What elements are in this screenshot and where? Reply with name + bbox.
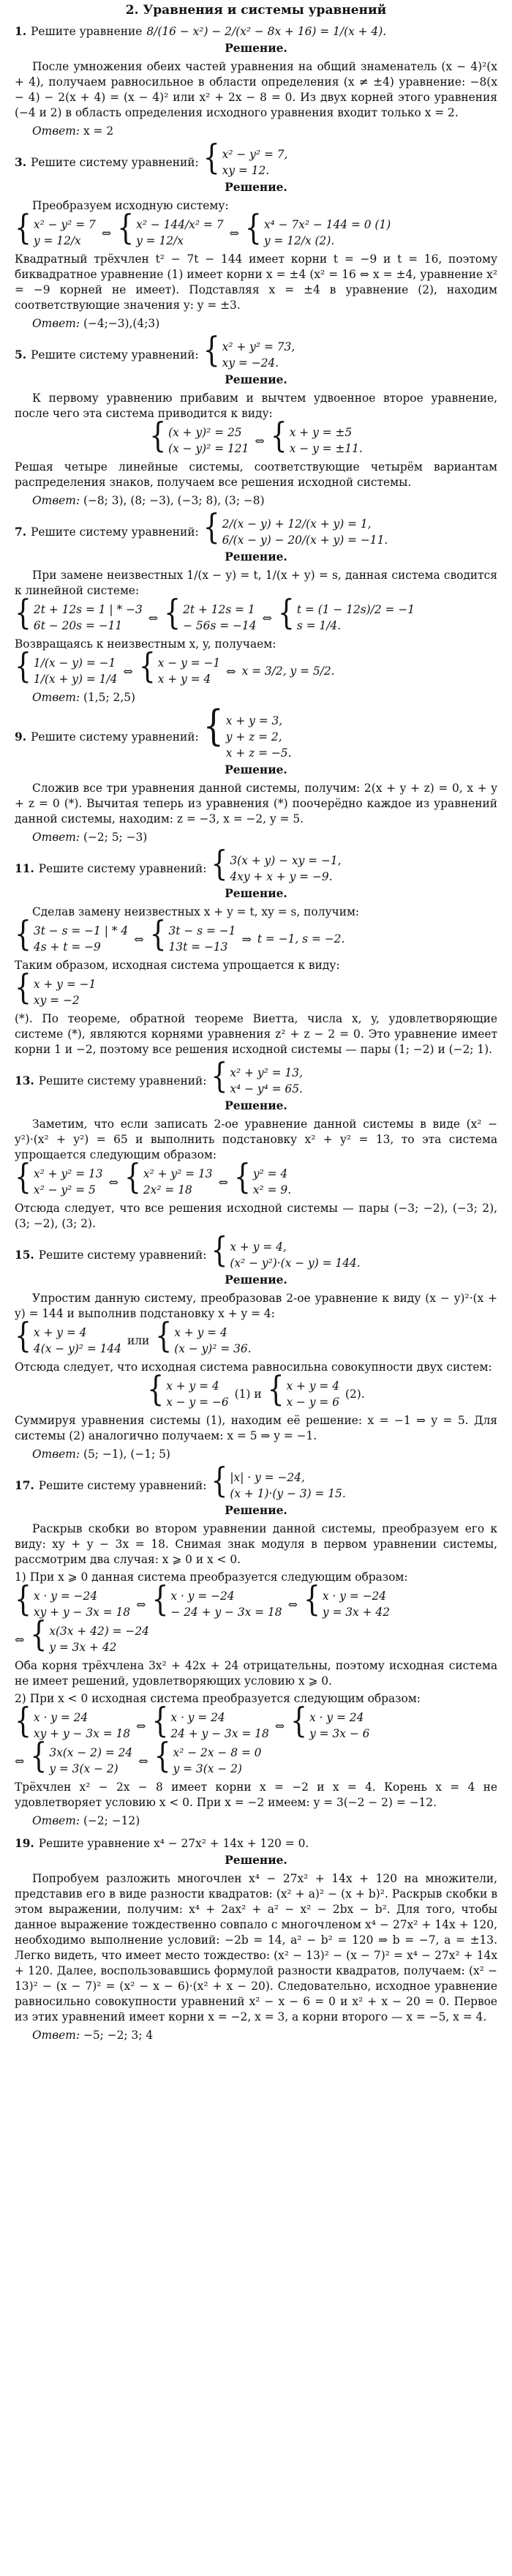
system-line: y = 12/x (2). (263, 234, 335, 247)
system-line: 1/(x + y) = 1/4 (33, 673, 118, 686)
problem-text: Решите систему уравнений: (38, 1478, 207, 1492)
system-line: x · y = −24 (33, 1590, 98, 1603)
problem-3 (15, 138, 497, 332)
solution-heading: Решение. (225, 550, 287, 564)
solution-text: Решая четыре линейные системы, соответствующие четырём вариантам распределения знаков, получаем все решения исходной системы. (15, 460, 497, 489)
equation-system (211, 845, 342, 885)
brace-icon: { (15, 1701, 31, 1741)
problem-statement (15, 331, 497, 371)
problem-number: 9. (15, 730, 27, 744)
equation-system (290, 1701, 370, 1742)
solution-text: Отсюда следует, что все решения исходной системы — пары (−3; −2), (−3; 2), (3; −2), (3; 2). (15, 1202, 497, 1230)
system-line: x · y = 24 (170, 1711, 225, 1724)
equivalence-icon: ⇔ (123, 664, 133, 678)
case-heading: 2) При x < 0 исходная система преобразуется следующим образом: (15, 1692, 421, 1705)
transform-chain (15, 1737, 497, 1777)
equivalence-icon: ⇔ (138, 1753, 148, 1768)
problem-number: 7. (15, 525, 27, 539)
system-line: xy + y − 3x = 18 (33, 1606, 131, 1619)
system-line: 3x(x − 2) = 24 (49, 1746, 133, 1759)
transform-chain (15, 1370, 497, 1410)
problem-5 (15, 331, 497, 509)
equation-system (15, 1158, 103, 1198)
answer-value: (5; −1), (−1; 5) (83, 1448, 170, 1461)
system-line: x · y = −24 (322, 1590, 387, 1603)
brace-icon: { (233, 1158, 251, 1197)
brace-icon: { (244, 209, 262, 248)
problem-statement (15, 24, 497, 40)
brace-icon: { (15, 968, 31, 1008)
answer (32, 1447, 497, 1462)
problem-15 (15, 1231, 497, 1462)
transform-chain (15, 647, 497, 687)
system-line: x − y = 6 (286, 1396, 340, 1409)
solution-heading: Решение. (225, 181, 287, 194)
equation-system (124, 1158, 213, 1198)
system-line: (x − y)² = 36. (174, 1342, 252, 1355)
transform-chain (15, 915, 497, 955)
answer-label: Ответ: (32, 2029, 80, 2042)
brace-icon: { (149, 416, 167, 456)
answer-value: −5; −2; 3; 4 (83, 2029, 154, 2042)
result-line: x = 3/2, y = 5/2. (241, 664, 335, 678)
problem-text: Решите уравнение (31, 25, 143, 38)
brace-icon: { (290, 1701, 308, 1741)
equation-system (149, 915, 236, 955)
implies-icon: ⇒ (241, 932, 252, 946)
brace-icon: { (154, 1737, 171, 1776)
equation-system (203, 701, 292, 761)
equivalence-icon: ⇔ (136, 1597, 146, 1611)
system-line: 3t − s = −1 | * 4 (33, 924, 129, 937)
problem-number: 1. (15, 25, 27, 38)
system-line: x + y = 4 (286, 1379, 340, 1393)
equation-system (203, 508, 388, 548)
equation-system (155, 1317, 252, 1357)
brace-icon: { (149, 915, 167, 954)
solution-heading: Решение. (225, 42, 287, 55)
brace-icon: { (30, 1615, 48, 1655)
problem-11 (15, 845, 497, 1057)
transform-chain (15, 968, 497, 1008)
solution-text: Заметим, что если записать 2-ое уравнение данной системы в виде (x² − y²)·(x² + y²) = 65 и выполнить подстановку x² + y² = 13, то эта система упрощается следующим образом: (15, 1117, 497, 1161)
equation-system (203, 331, 295, 371)
system-line: − 56s = −14 (183, 619, 257, 632)
system-line: x · y = 24 (309, 1711, 364, 1724)
problem-19 (15, 1836, 497, 2043)
brace-icon: { (15, 594, 31, 633)
system-line: xy = 12. (222, 164, 270, 177)
problem-statement (15, 845, 497, 885)
system-line: x − y = −6 (166, 1396, 229, 1409)
equivalence-icon: ⇔ (218, 1175, 228, 1189)
equation-system (30, 1737, 133, 1777)
equivalence-icon: ⇔ (136, 1718, 146, 1733)
solution-heading: Решение. (225, 373, 287, 386)
brace-icon: { (270, 416, 287, 456)
system-line: x + y = 4 (33, 1326, 87, 1339)
brace-icon: { (303, 1580, 320, 1620)
system-line: y = 12/x (136, 234, 184, 247)
problem-number: 13. (15, 1074, 34, 1087)
equation-system (211, 1231, 361, 1271)
system-line: (x − y)² = 121 (168, 442, 249, 455)
result-line: t = −1, s = −2. (257, 932, 345, 946)
answer-label: Ответ: (32, 1448, 80, 1461)
system-line: x² − y² = 7, (222, 148, 288, 161)
problem-statement (15, 1461, 497, 1502)
problem-7 (15, 508, 497, 705)
system-line: x + y = 4 (174, 1326, 227, 1339)
system-line: x² + y² = 13 (143, 1167, 213, 1180)
system-line: 6/(x − y) − 20/(x + y) = −11. (222, 533, 388, 547)
equation-system (15, 915, 129, 955)
answer (32, 830, 497, 845)
system-tag: (1) и (234, 1387, 262, 1401)
transform-chain (15, 416, 497, 457)
system-line: x · y = 24 (33, 1711, 89, 1724)
equation-system (164, 594, 257, 634)
system-line: x² + y² = 13 (33, 1167, 103, 1180)
brace-icon: { (117, 209, 135, 248)
brace-icon: { (15, 1317, 31, 1356)
system-line: (x + 1)·(y − 3) = 15. (230, 1487, 346, 1500)
system-line: xy = −24. (222, 356, 279, 370)
system-line: 4s + t = −9 (33, 940, 101, 954)
brace-icon: { (211, 1057, 228, 1096)
transform-chain (15, 1580, 497, 1620)
system-line: (x² − y²)·(x − y) = 144. (230, 1257, 361, 1270)
system-line: 6t − 20s = −11 (33, 619, 123, 632)
system-line: 2t + 12s = 1 (183, 603, 255, 616)
equation-system (15, 968, 97, 1008)
equation-system (267, 1370, 340, 1410)
brace-icon: { (203, 701, 224, 751)
solution-text: Сделав замену неизвестных x + y = t, xy = s, получим: (32, 905, 360, 918)
system-line: 1/(x − y) = −1 (33, 656, 116, 670)
solution-heading: Решение. (225, 887, 287, 900)
brace-icon: { (15, 1158, 31, 1197)
system-line: 13t = −13 (168, 940, 228, 954)
brace-icon: { (151, 1701, 169, 1741)
brace-icon: { (211, 1461, 228, 1501)
equivalence-icon: ⇔ (101, 225, 112, 240)
system-line: |x| · y = −24, (230, 1471, 305, 1484)
equation-system (154, 1737, 262, 1777)
system-line: (x + y)² = 25 (168, 426, 242, 439)
solution-heading: Решение. (225, 1273, 287, 1287)
section-title: 2. Уравнения и системы уравнений (125, 3, 387, 18)
answer-label: Ответ: (32, 124, 80, 138)
equation-system (117, 209, 224, 249)
system-line: x + y = 3, (225, 714, 283, 727)
equation-system (149, 416, 249, 457)
equation-system (15, 209, 96, 249)
system-line: − 24 + y − 3x = 18 (170, 1606, 282, 1619)
solution-text: (*). По теореме, обратной теореме Виетта, числа x, y, удовлетворяющие системе (*), являются корнями уравнения z² + z − 2 = 0. Это уравнение имеет корни 1 и −2, поэтому все решения исходной системы — пары (1; −2) и (−2; 1). (15, 1012, 497, 1056)
system-line: x + z = −5. (225, 746, 292, 760)
system-line: x² = 9. (252, 1183, 292, 1197)
solution-text: После умножения обеих частей уравнения на общий знаменатель (x − 4)²(x + 4), получаем равносильное в области определения (x ≠ ±4) уравнение: −8(x − 4) − 2(x + 4) = (x − 4)² или x² + 2x − 8 = 0. Из двух корней этого уравнения (−4 и 2) в область определения исходного уравнения входит только x = 2. (15, 60, 497, 119)
system-line: y = 3x + 42 (49, 1641, 117, 1654)
problem-text: Решите систему уравнений: (38, 861, 207, 875)
document-page (15, 0, 497, 2043)
answer (32, 2028, 497, 2043)
brace-icon: { (211, 845, 228, 884)
case-heading: 1) При x ⩾ 0 данная система преобразуется следующим образом: (15, 1570, 408, 1584)
brace-icon: { (277, 594, 295, 633)
equivalence-icon: ⇔ (226, 664, 236, 678)
brace-icon: { (155, 1317, 173, 1356)
brace-icon: { (147, 1370, 165, 1409)
problem-text: Решите систему уравнений: (31, 730, 199, 744)
brace-icon: { (211, 1231, 228, 1270)
system-line: xy = −2 (33, 994, 80, 1007)
equivalence-icon: ⇔ (262, 610, 272, 625)
brace-icon: { (124, 1158, 141, 1197)
solution-text: Трёхчлен x² − 2x − 8 имеет корни x = −2 и x = 4. Корень x = 4 не удовлетворяет условию x < 0. При x = −2 имеем: y = 3(−2 − 2) = −12. (15, 1781, 497, 1809)
answer-label: Ответ: (32, 691, 80, 704)
system-line: 3(x + y) − xy = −1, (230, 854, 342, 867)
answer-label: Ответ: (32, 317, 80, 330)
brace-icon: { (15, 647, 31, 686)
system-line: x + y = 4, (230, 1240, 287, 1254)
equivalence-icon: ⇔ (15, 1753, 25, 1768)
problem-statement (15, 1836, 497, 1852)
system-line: x + y = 4 (166, 1379, 219, 1393)
system-line: x · y = −24 (170, 1590, 235, 1603)
system-line: x⁴ − y⁴ = 65. (230, 1082, 303, 1096)
answer-value: x = 2 (83, 124, 114, 138)
brace-icon: { (151, 1580, 169, 1620)
answer (32, 124, 497, 139)
system-line: 4xy + x + y = −9. (230, 870, 333, 883)
system-line: x² + y² = 13, (230, 1066, 303, 1079)
problem-text: Решите уравнение x⁴ − 27x² + 14x + 120 = 0. (38, 1837, 309, 1850)
system-line: xy + y − 3x = 18 (33, 1727, 131, 1740)
brace-icon: { (15, 209, 31, 248)
problem-number: 19. (15, 1837, 34, 1850)
brace-icon: { (203, 138, 220, 178)
transform-chain (15, 209, 497, 249)
solution-text: При замене неизвестных 1/(x − y) = t, 1/(x + y) = s, данная система сводится к линейной системе: (15, 569, 497, 597)
system-line: x + y = 4 (157, 673, 211, 686)
equation-system (211, 1461, 346, 1502)
problem-9 (15, 701, 497, 845)
problem-equation: 8/(16 − x²) − 2/(x² − 8x + 16) = 1/(x + 4). (146, 25, 387, 38)
solution-text: Квадратный трёхчлен t² − 7t − 144 имеет корни t = −9 и t = 16, поэтому биквадратное уравнение (1) имеет корни x = ±4 (x² = 16 ⇔ x = ±4, уравнение x² = −9 корней не имеет). Подставляя x = ±4 в уравнение (2), находим соответствующие значения y: y = ±3. (15, 252, 497, 312)
answer-label: Ответ: (32, 494, 80, 507)
system-line: y = 12/x (33, 234, 81, 247)
equation-system (151, 1580, 282, 1620)
problem-statement (15, 508, 497, 548)
problem-text: Решите систему уравнений: (31, 525, 199, 539)
solution-text: Оба корня трёхчлена 3x² + 42x + 24 отрицательны, поэтому исходная система не имеет решений, удовлетворяющих условию x ⩾ 0. (15, 1659, 497, 1688)
system-line: s = 1/4. (296, 619, 342, 632)
problem-statement (15, 138, 497, 179)
answer-label: Ответ: (32, 1814, 80, 1827)
equation-system (211, 1057, 303, 1097)
equation-system (203, 138, 288, 179)
equation-system (303, 1580, 390, 1620)
solution-text: К первому уравнению прибавим и вычтем удвоенное второе уравнение, после чего эта система приводится к виду: (15, 392, 497, 420)
brace-icon: { (164, 594, 181, 633)
equation-system (138, 647, 221, 687)
system-line: 24 + y − 3x = 18 (170, 1727, 269, 1740)
answer-value: (1,5; 2,5) (83, 691, 136, 704)
transform-chain (15, 1615, 497, 1655)
brace-icon: { (267, 1370, 285, 1409)
equivalence-icon: ⇔ (255, 433, 265, 448)
system-tag: (2). (345, 1387, 365, 1401)
solution-text: Суммируя уравнения системы (1), находим её решение: x = −1 ⇒ y = 5. Для системы (2) аналогично получаем: x = 5 ⇒ y = −1. (15, 1414, 497, 1442)
equation-system (233, 1158, 292, 1198)
equivalence-icon: ⇔ (148, 610, 159, 625)
system-line: y² = 4 (252, 1167, 288, 1180)
problem-13 (15, 1057, 497, 1232)
equivalence-icon: ⇔ (15, 1632, 25, 1647)
system-line: y = 3(x − 2) (173, 1762, 242, 1775)
problem-statement (15, 1231, 497, 1271)
equivalence-icon: ⇔ (134, 932, 144, 946)
solution-text: Преобразуем исходную систему: (32, 199, 229, 212)
system-line: x² − 2x − 8 = 0 (173, 1746, 262, 1759)
answer (32, 316, 497, 332)
brace-icon: { (30, 1737, 48, 1776)
problem-number: 5. (15, 348, 27, 362)
brace-icon: { (203, 508, 220, 547)
system-line: t = (1 − 12s)/2 = −1 (296, 603, 415, 616)
system-line: x⁴ − 7x² − 144 = 0 (1) (263, 218, 391, 231)
transform-chain (15, 1317, 497, 1357)
problem-number: 11. (15, 861, 34, 875)
solution-text: Сложив все три уравнения данной системы, получим: 2(x + y + z) = 0, x + y + z = 0 (*). Вычитая теперь из уравнения (*) поочерёдно каждое из уравнений данной системы, находим: z = −3, x = −2, y = 5. (15, 782, 497, 825)
solution-text: Упростим данную систему, преобразовав 2-ое уравнение к виду (x − y)²·(x + y) = 144 и выполнив подстановку x + y = 4: (15, 1292, 497, 1320)
answer-value: (−8; 3), (8; −3), (−3; 8), (3; −8) (83, 494, 265, 507)
equation-system (147, 1370, 229, 1410)
problem-statement (15, 701, 497, 761)
equation-system (15, 594, 143, 634)
answer (32, 1813, 497, 1829)
system-line: y = 3x − 6 (309, 1727, 370, 1740)
equation-system (15, 1317, 121, 1357)
problem-1 (15, 24, 497, 139)
solution-heading: Решение. (225, 1854, 287, 1867)
system-line: 2/(x − y) + 12/(x + y) = 1, (222, 517, 372, 531)
system-line: x − y = −1 (157, 656, 221, 670)
answer-value: (−2; −12) (83, 1814, 140, 1827)
answer (32, 690, 497, 705)
brace-icon: { (15, 915, 31, 954)
system-line: y = 3x + 42 (322, 1606, 390, 1619)
brace-icon: { (15, 1580, 31, 1620)
system-line: x² − 144/x² = 7 (136, 218, 224, 231)
transform-chain (15, 594, 497, 634)
transform-chain (15, 1158, 497, 1198)
system-line: x + y = −1 (33, 978, 97, 991)
system-line: y + z = 2, (225, 730, 282, 744)
solution-text: Таким образом, исходная система упрощается к виду: (15, 959, 340, 972)
solution-text: Отсюда следует, что исходная система равносильна совокупности двух систем: (15, 1360, 492, 1374)
problem-text: Решите систему уравнений: (31, 155, 199, 169)
system-line: 3t − s = −1 (168, 924, 236, 937)
problem-17 (15, 1461, 497, 1829)
answer-label: Ответ: (32, 831, 80, 844)
problem-text: Решите систему уравнений: (38, 1248, 207, 1262)
system-line: x − y = ±11. (289, 442, 363, 455)
problem-text: Решите систему уравнений: (38, 1074, 207, 1087)
connector-text: или (127, 1333, 150, 1347)
answer (32, 493, 497, 509)
equivalence-icon: ⇔ (274, 1718, 285, 1733)
equation-system (270, 416, 363, 457)
solution-heading: Решение. (225, 1099, 287, 1112)
problem-number: 15. (15, 1248, 34, 1262)
system-line: x(3x + 42) = −24 (49, 1625, 149, 1638)
system-line: 2t + 12s = 1 | * −3 (33, 603, 143, 616)
solution-text: Попробуем разложить многочлен x⁴ − 27x² + 14x + 120 на множители, представив его в виде разности квадратов: (x² + a)² − (x + b)². Раскрыв скобки в этом выражении, получим: x⁴ + 2ax² + a² − x² − 2bx − b². Для того, чтобы данное выражение тождественно совпало с многочленом x⁴ − 27x² + 14x + 120, необходимо выполнение условий: −2b = 14, a² − b² = 120 ⇒ b = −7, a = ±13. Легко видеть, что имеет место тождество: (x² − 13)² − (x − 7)² = x⁴ − 27x² + 14x + 120. Далее, воспользовавшись формулой разности квадратов, получаем: (x² − 13)² − (x − 7)² = (x² − x − 6)·(x² + x − 20). Следовательно, исходное уравнение равносильно совокупности уравнений x² − x − 6 = 0 и x² + x − 20 = 0. Первое из этих уравнений имеет корни x = −2, x = 3, а корни второго — x = −5, x = 4. (15, 1872, 497, 2023)
answer-value: (−2; 5; −3) (83, 831, 148, 844)
system-line: x² − y² = 7 (33, 218, 96, 231)
system-line: x² − y² = 5 (33, 1183, 96, 1197)
equation-system (15, 647, 118, 687)
equation-system (244, 209, 391, 249)
solution-heading: Решение. (225, 763, 287, 776)
answer-value: (−4;−3),(4;3) (83, 317, 160, 330)
transform-chain (15, 1701, 497, 1742)
problem-statement (15, 1057, 497, 1097)
system-line: x² + y² = 73, (222, 340, 295, 353)
system-line: y = 3(x − 2) (49, 1762, 118, 1775)
equation-system (277, 594, 415, 634)
problem-number: 3. (15, 155, 27, 169)
equivalence-icon: ⇔ (108, 1175, 118, 1189)
solution-heading: Решение. (225, 1504, 287, 1517)
system-line: 4(x − y)² = 144 (33, 1342, 121, 1355)
solution-text: Возвращаясь к неизвестным x, y, получаем: (15, 637, 276, 651)
system-line: 2x² = 18 (143, 1183, 192, 1197)
problem-text: Решите систему уравнений: (31, 348, 199, 362)
brace-icon: { (138, 647, 156, 686)
problem-number: 17. (15, 1478, 34, 1492)
equation-system (30, 1615, 149, 1655)
system-line: x + y = ±5 (289, 426, 353, 439)
equivalence-icon: ⇔ (287, 1597, 298, 1611)
solution-text: Раскрыв скобки во втором уравнении данной системы, преобразуем его к виду: xy + y − 3x = 18. Снимая знак модуля в первом уравнении системы, рассмотрим два случая: x ⩾ 0 и x < 0. (15, 1522, 497, 1566)
equivalence-icon: ⇔ (229, 225, 239, 240)
brace-icon: { (203, 331, 220, 370)
